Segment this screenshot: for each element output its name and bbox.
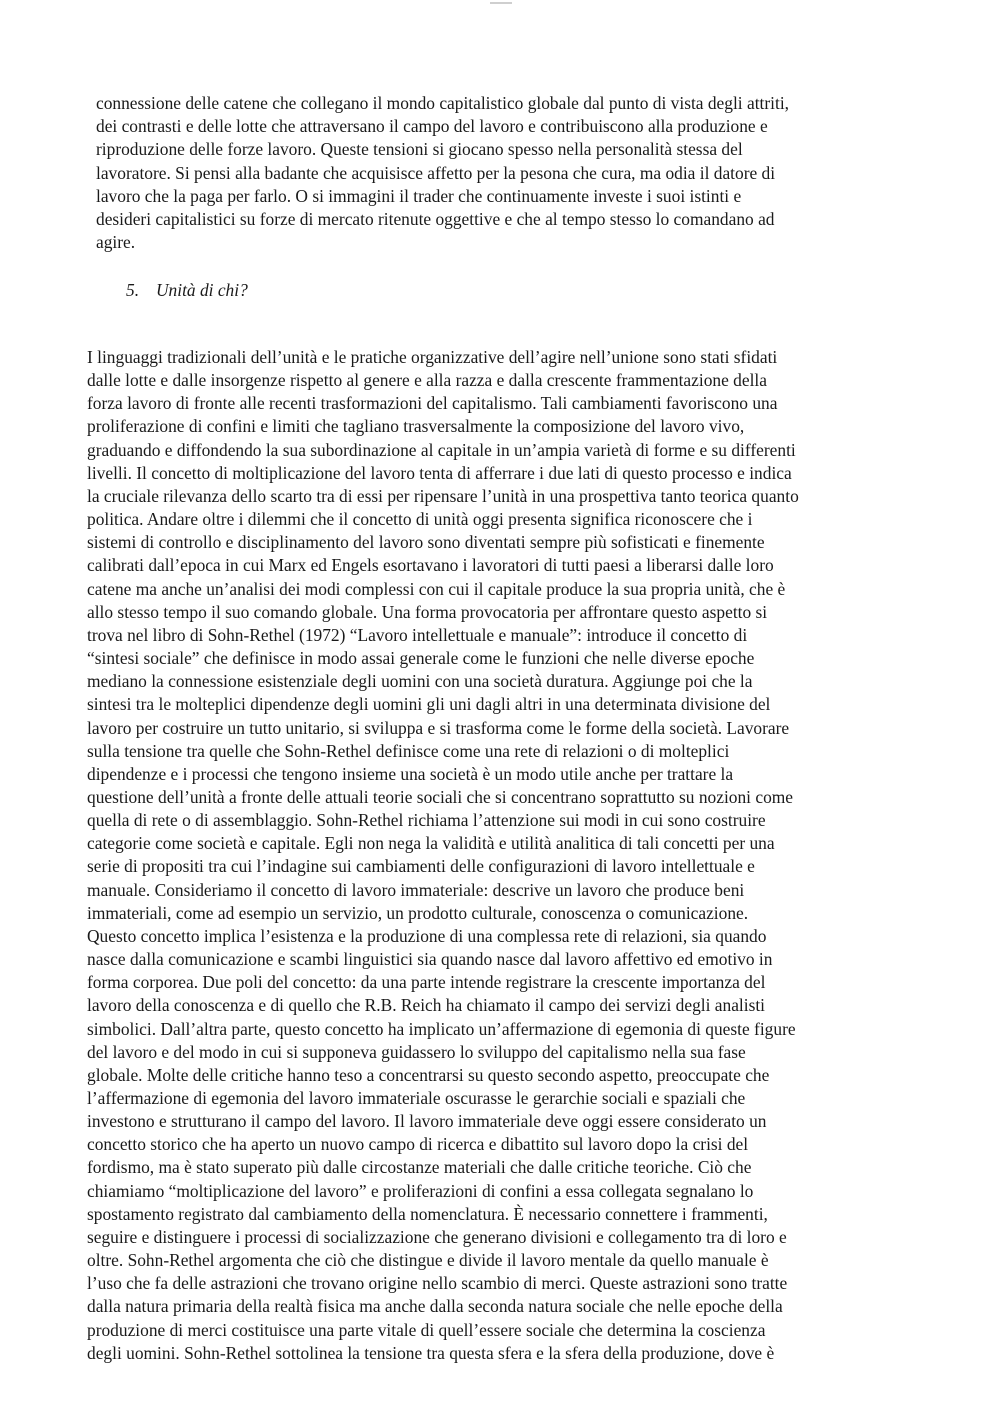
section-number: 5. xyxy=(126,280,140,300)
text-line: calibrati dall’epoca in cui Marx ed Engels esortavano i lavoratori di tutti paesi a liberarsi dalle loro xyxy=(87,555,774,576)
text-line: livelli. Il concetto di moltiplicazione del lavoro tenta di afferrare i due lati di questo processo e indica xyxy=(87,462,792,483)
text-line: sintesi tra le molteplici dipendenze degli uomini gli uni dagli altri in una determinata divisione del xyxy=(87,694,771,715)
text-line: la cruciale rilevanza dello scarto tra di essi per ripensare l’unità in una prospettiva tanto teorica quanto xyxy=(87,485,799,506)
section-title: Unità di chi? xyxy=(156,280,248,300)
text-line: forma corporea. Due poli del concetto: da una parte intende registrare la crescente importanza del xyxy=(87,972,766,993)
page-header-mark xyxy=(490,2,512,4)
paragraph-main xyxy=(87,346,917,1365)
text-line: allo stesso tempo il suo comando globale. Una forma provocatoria per affrontare questo aspetto si xyxy=(87,601,768,622)
text-line: l’affermazione di egemonia del lavoro immateriale oscurasse le gerarchie sociali e spaziali che xyxy=(87,1088,746,1108)
text-line: desideri capitalistici su forze di mercato ritenute oggettive e che al tempo stesso lo comandano ad xyxy=(96,209,775,230)
text-line: dei contrasti e delle lotte che attraversano il campo del lavoro e contribuiscono alla produzione e xyxy=(96,116,768,137)
text-line: “sintesi sociale” che definisce in modo assai generale come le funzioni che nelle diverse epoche xyxy=(87,648,755,669)
text-line: manuale. Consideriamo il concetto di lavoro immateriale: descrive un lavoro che produce beni xyxy=(87,879,745,900)
text-line: lavoro che la paga per farlo. O si immagini il trader che continuamente investe i suoi istinti e xyxy=(96,185,742,206)
text-line: agire. xyxy=(96,232,136,253)
text-line: sulla tensione tra quelle che Sohn-Rethel definisce come una rete di relazioni o di molteplici xyxy=(87,740,730,761)
text-line: seguire e distinguere i processi di socializzazione che generano divisioni e collegamento tra di loro e xyxy=(87,1226,787,1247)
text-line: connessione delle catene che collegano il mondo capitalistico globale dal punto di vista degli attriti, xyxy=(96,93,790,113)
text-line: forza lavoro di fronte alle recenti trasformazioni del capitalismo. Tali cambiamenti favoriscono una xyxy=(87,393,778,414)
text-line: I linguaggi tradizionali dell’unità e le pratiche organizzative dell’agire nell’unione sono stati sfidati xyxy=(87,347,778,367)
text-line: degli uomini. Sohn-Rethel sottolinea la tensione tra questa sfera e la sfera della produzione, dove è xyxy=(87,1342,775,1363)
text-line: categorie come società e capitale. Egli non nega la validità e utilità analitica di tali concetti per una xyxy=(87,833,775,854)
text-line: lavoro per costruire un tutto unitario, si sviluppa e si trasforma come le forme della società. Lavorare xyxy=(87,717,790,738)
paragraph-top xyxy=(96,92,916,254)
text-line: simbolici. Dall’altra parte, questo concetto ha implicato un’affermazione di egemonia di queste figure xyxy=(87,1018,796,1039)
text-line: chiamiamo “moltiplicazione del lavoro” e proliferazioni di confini a essa collegata segnalano lo xyxy=(87,1180,754,1201)
text-line: Questo concetto implica l’esistenza e la produzione di una complessa rete di relazioni, sia quando xyxy=(87,925,767,946)
text-line: l’uso che fa delle astrazioni che trovano origine nello scambio di merci. Queste astrazioni sono tratte xyxy=(87,1273,788,1294)
text-line: proliferazione di confini e limiti che tagliano trasversalmente la composizione del lavoro vivo, xyxy=(87,416,745,437)
text-line: investono e strutturano il campo del lavoro. Il lavoro immateriale deve oggi essere considerato un xyxy=(87,1111,767,1132)
text-line: questione dell’unità a fronte delle attuali teorie sociali che si concentrano soprattutto su nozioni come xyxy=(87,786,794,807)
section-heading xyxy=(126,279,248,302)
text-line: globale. Molte delle critiche hanno teso a concentrarsi su questo secondo aspetto, preoccupate che xyxy=(87,1064,770,1085)
text-line: dalle lotte e dalle insorgenze rispetto al genere e alla razza e dalla crescente frammentazione della xyxy=(87,370,767,391)
text-line: serie di propositi tra cui l’indagine sui cambiamenti delle configurazioni di lavoro intellettuale e xyxy=(87,856,755,877)
text-line: produzione di merci costituisce una parte vitale di quell’essere sociale che determina la coscienza xyxy=(87,1319,766,1340)
text-line: graduando e diffondendo la sua subordinazione al capitale in un’ampia varietà di forme e su differenti xyxy=(87,439,796,460)
text-line: dipendenze e i processi che tengono insieme una società è un modo utile anche per trattare la xyxy=(87,763,734,784)
text-line: politica. Andare oltre i dilemmi che il concetto di unità oggi presenta significa riconoscere che i xyxy=(87,509,753,530)
text-line: immateriali, come ad esempio un servizio, un prodotto culturale, conoscenza o comunicazione. xyxy=(87,902,749,923)
text-line: mediano la connessione esistenziale degli uomini con una società duratura. Aggiunge poi che la xyxy=(87,671,753,692)
text-line: nasce dalla comunicazione e scambi linguistici sia quando nasce dal lavoro affettivo ed emotivo in xyxy=(87,949,773,970)
text-line: riproduzione delle forze lavoro. Queste tensioni si giocano spesso nella personalità stessa del xyxy=(96,139,743,160)
text-line: lavoro della conoscenza e di quello che R.B. Reich ha chiamato il campo dei servizi degli analisti xyxy=(87,995,766,1016)
text-line: dalla natura primaria della realtà fisica ma anche dalla seconda natura sociale che nelle epoche della xyxy=(87,1296,783,1317)
text-line: lavoratore. Si pensi alla badante che acquisisce affetto per la pesona che cura, ma odia il datore di xyxy=(96,162,776,183)
text-line: spostamento registrato dal cambiamento della nomenclatura. È necessario connettere i frammenti, xyxy=(87,1203,768,1224)
text-line: trova nel libro di Sohn-Rethel (1972) “Lavoro intellettuale e manuale”: introduce il concetto di xyxy=(87,624,748,645)
text-line: concetto storico che ha aperto un nuovo campo di ricerca e dibattito sul lavoro dopo la crisi del xyxy=(87,1134,749,1155)
text-line: oltre. Sohn-Rethel argomenta che ciò che distingue e divide il lavoro mentale da quello manuale è xyxy=(87,1250,769,1271)
text-line: catene ma anche un’analisi dei modi complessi con cui il capitale produce la sua propria unità, che è xyxy=(87,578,786,599)
text-line: del lavoro e del modo in cui si supponeva guidassero lo sviluppo del capitalismo nella sua fase xyxy=(87,1041,746,1062)
text-line: sistemi di controllo e disciplinamento del lavoro sono diventati sempre più sofisticati e finemente xyxy=(87,532,765,553)
text-line: quella di rete o di assemblaggio. Sohn-Rethel richiama l’attenzione sui modi in cui sono costruire xyxy=(87,810,766,831)
text-line: fordismo, ma è stato superato più dalle circostanze materiali che dalle critiche teoriche. Ciò che xyxy=(87,1157,752,1178)
